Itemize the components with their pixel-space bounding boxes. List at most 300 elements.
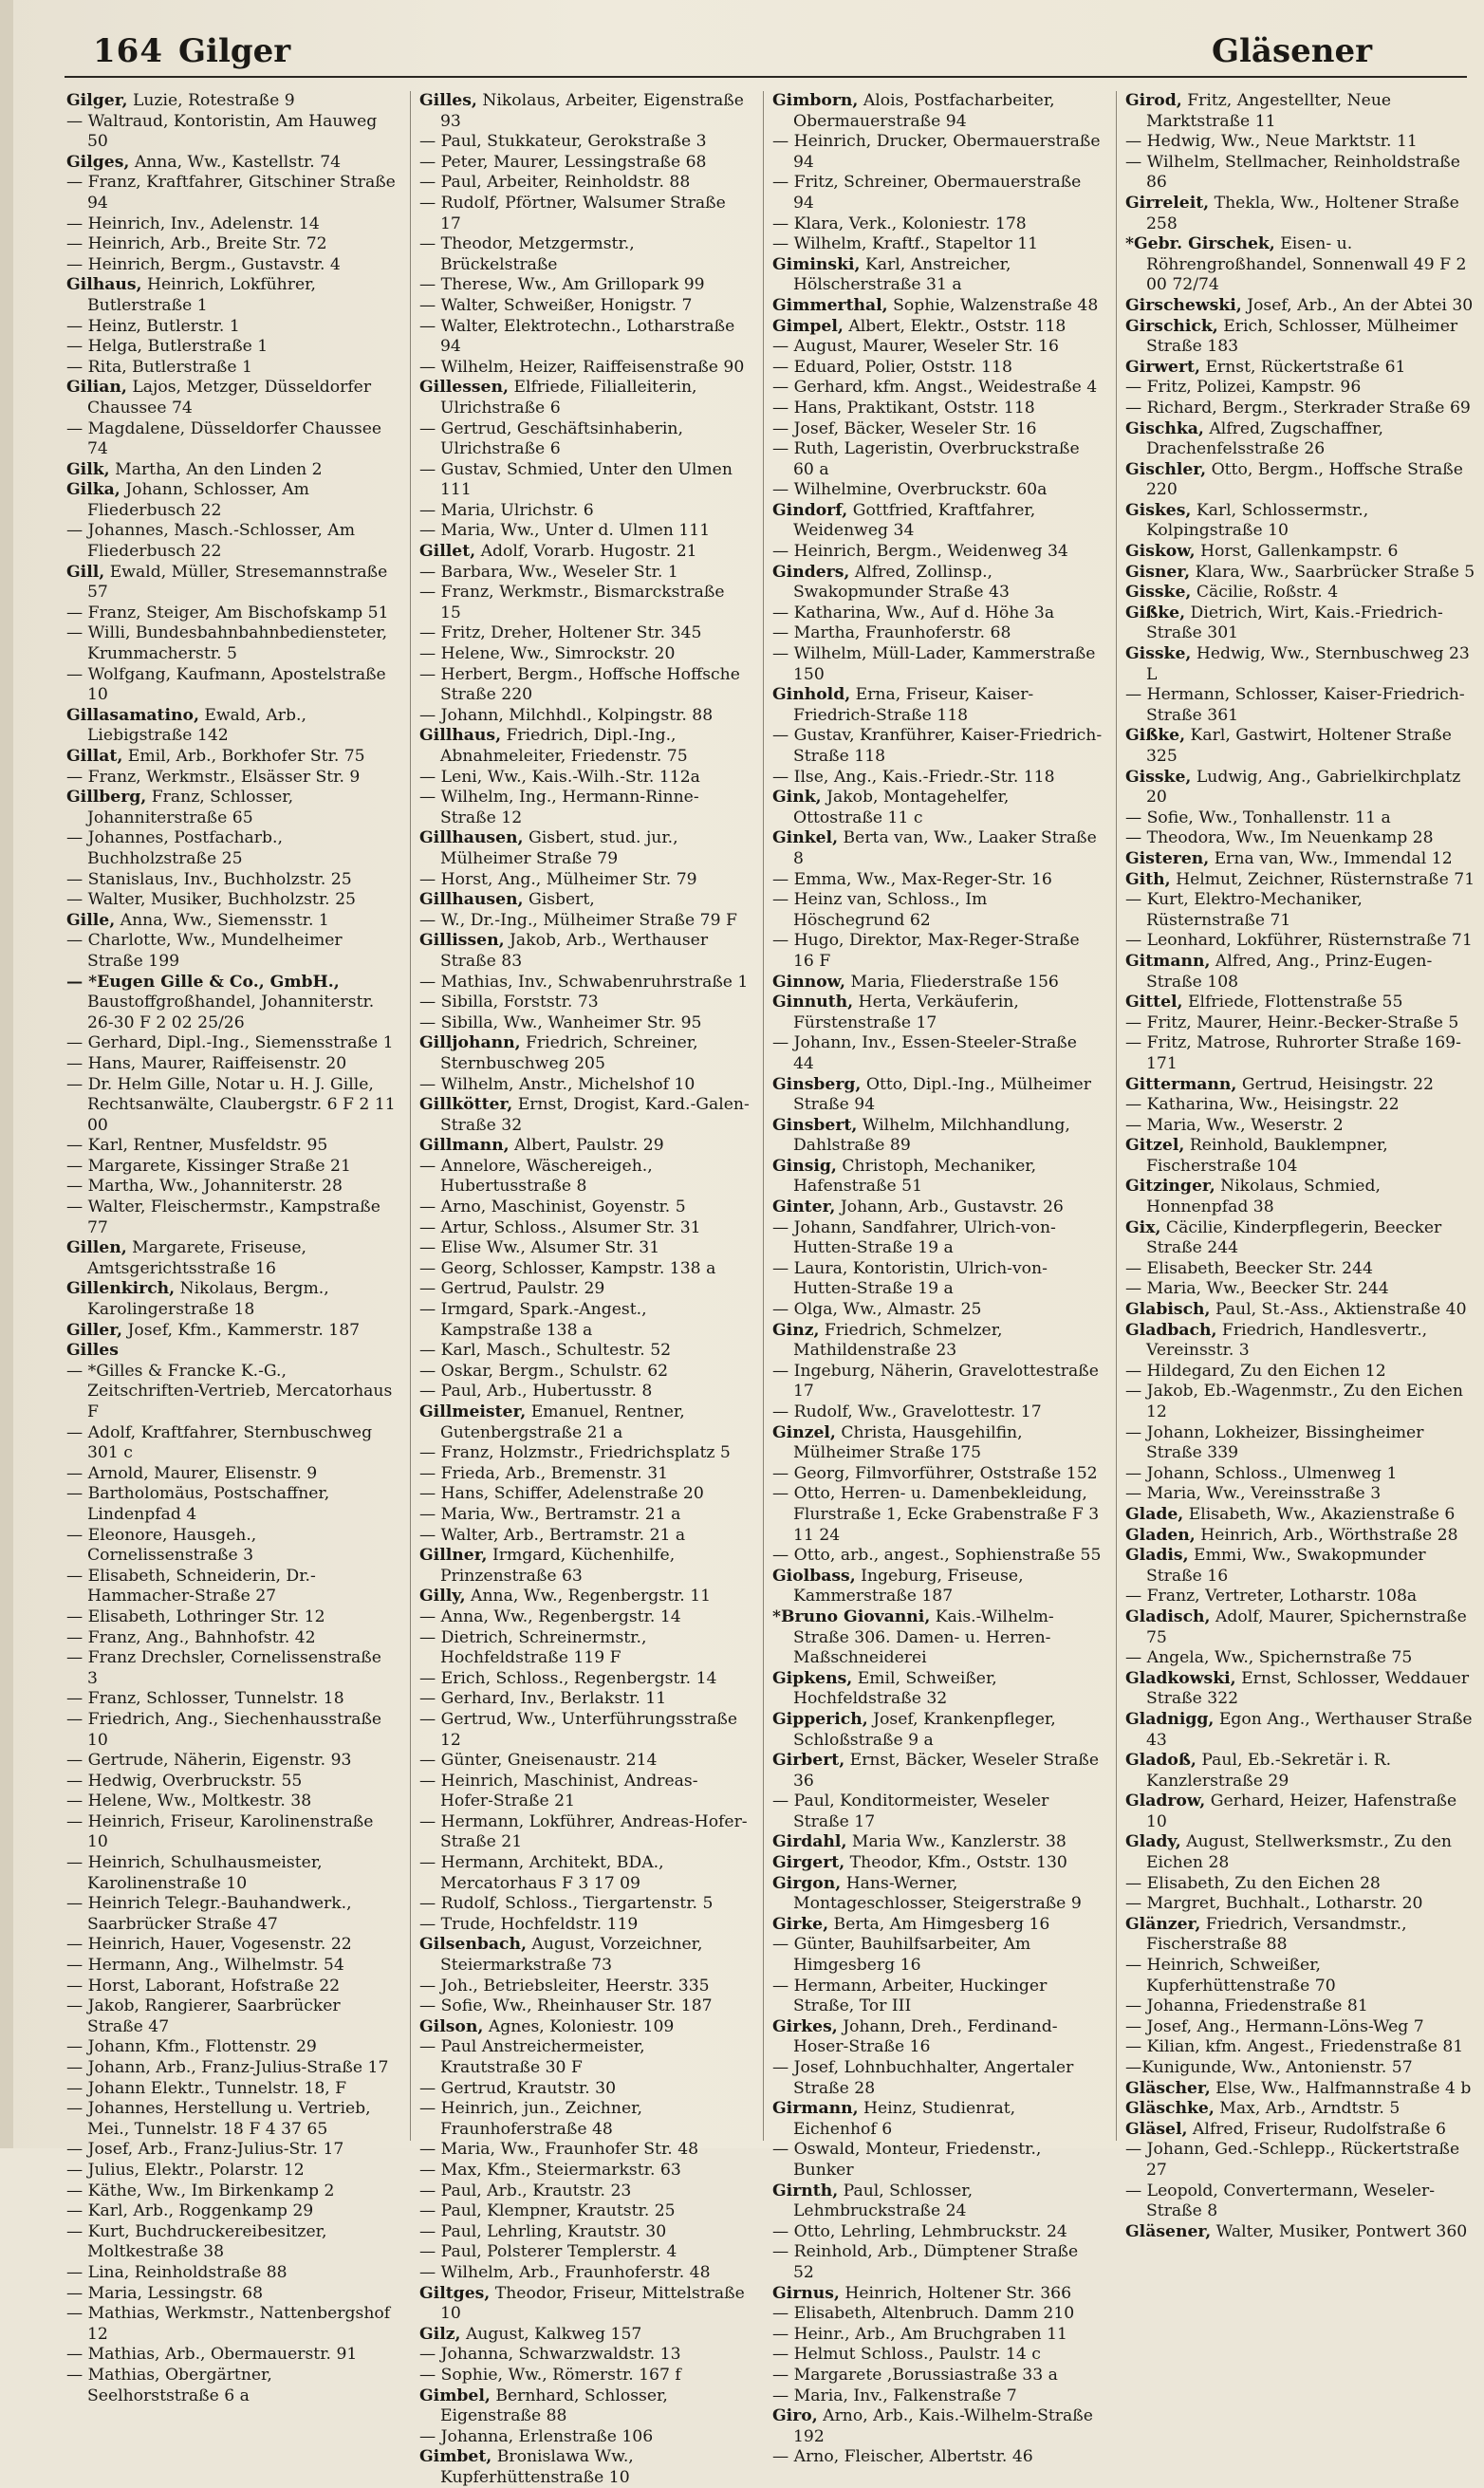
directory-entry	[772, 542, 1103, 563]
directory-entry	[772, 2140, 1103, 2181]
entry-details: Bronislawa Ww., Kupferhüttenstraße 10	[440, 2447, 634, 2487]
entry-details: — Erich, Schloss., Regenbergstr. 14	[419, 1668, 717, 1688]
entry-details: Adolf, Vorarb. Hugostr. 21	[475, 542, 697, 562]
entry-details: Jakob, Arb., Werthauser Straße 83	[440, 931, 709, 971]
entry-surname: Gittermann,	[1125, 1074, 1237, 1094]
directory-entry	[1125, 1587, 1476, 1607]
entry-details: Josef, Arb., An der Abtei 30	[1241, 295, 1474, 315]
directory-entry	[419, 419, 750, 460]
entry-details: — Maria, Ulrichstr. 6	[419, 500, 594, 520]
entry-surname: Gläsel,	[1125, 2119, 1188, 2139]
entry-details: — Johanna, Erlenstraße 106	[419, 2426, 654, 2446]
directory-entry	[66, 890, 397, 911]
directory-entry	[66, 358, 397, 379]
directory-entry	[66, 1464, 397, 1485]
entry-details: — Heinrich Telegr.-Bauhandwerk., Saarbrücker Straße 47	[66, 1894, 352, 1934]
directory-entry	[419, 563, 750, 584]
directory-entry	[1125, 2140, 1476, 2181]
entry-details: — Franz, Vertreter, Lotharstr. 108a	[1125, 1587, 1418, 1606]
directory-entry	[772, 870, 1103, 891]
entry-surname: Girke,	[772, 1914, 829, 1934]
entry-details: Ernst, Drogist, Kard.-Galen-Straße 32	[440, 1095, 750, 1135]
entry-details: — Hedwig, Overbruckstr. 55	[66, 1771, 303, 1791]
directory-entry	[772, 378, 1103, 399]
directory-entry	[419, 542, 750, 563]
directory-entry	[66, 2263, 397, 2284]
directory-entry	[419, 1198, 750, 1218]
directory-entry	[66, 706, 397, 747]
directory-entry	[772, 1832, 1103, 1853]
directory-entry	[1125, 1321, 1476, 1362]
entry-details: — Fritz, Dreher, Holtener Str. 345	[419, 623, 702, 643]
entry-details: — Elisabeth, Altenbruch. Damm 210	[772, 2304, 1075, 2324]
entry-surname: Gillner,	[419, 1546, 488, 1566]
entry-details: Adolf, Maurer, Spichernstraße 75	[1146, 1606, 1467, 1647]
entry-details: — Heinrich, Friseur, Karolinenstraße 10	[66, 1811, 374, 1852]
entry-details: — Eduard, Polier, Oststr. 118	[772, 357, 1012, 377]
entry-details: — Elisabeth, Schneiderin, Dr.-Hammacher-Straße 27	[66, 1566, 316, 1606]
entry-details: — Franz, Werkmstr., Bismarckstraße 15	[419, 583, 725, 622]
entry-details: Klara, Ww., Saarbrücker Straße 5	[1190, 562, 1475, 582]
directory-entry	[1125, 870, 1476, 891]
directory-entry	[772, 1033, 1103, 1074]
entry-details: Berta van, Ww., Laaker Straße 8	[793, 828, 1097, 868]
directory-entry	[419, 1669, 750, 1690]
entry-surname: Giskow,	[1125, 542, 1196, 562]
entry-details: — Hermann, Ang., Wilhelmstr. 54	[66, 1956, 344, 1976]
directory-entry	[419, 2447, 750, 2488]
directory-entry	[66, 1648, 397, 1689]
entry-details: — Paul, Arb., Hubertusstr. 8	[419, 1382, 653, 1402]
directory-entry	[772, 1321, 1103, 1362]
page-header	[65, 27, 1467, 74]
directory-entry	[419, 1894, 750, 1915]
directory-entry	[66, 623, 397, 664]
entry-surname: Ginzel,	[772, 1422, 836, 1442]
entry-details: Arno, Arb., Kais.-Wilhelm-Straße 192	[793, 2406, 1093, 2446]
directory-entry	[772, 2058, 1103, 2099]
directory-entry	[772, 768, 1103, 789]
entry-details: Alois, Postfacharbeiter, Obermauerstraße 94	[793, 91, 1055, 131]
entry-details: — Oswald, Monteur, Friedenstr., Bunker	[772, 2140, 1042, 2180]
directory-entry	[419, 2325, 750, 2346]
entry-surname: Gilian,	[66, 378, 127, 398]
directory-entry	[772, 2099, 1103, 2140]
entry-details: — Adolf, Kraftfahrer, Sternbuschweg 301 c	[66, 1422, 373, 1463]
entry-details: Friedrich, Dipl.-Ing., Abnahmeleiter, Friedenstr. 75	[440, 726, 688, 766]
directory-entry	[66, 768, 397, 789]
directory-entry	[66, 173, 397, 214]
directory-entry	[1125, 1362, 1476, 1383]
entry-details: Ewald, Arb., Liebigstraße 142	[87, 705, 306, 746]
entry-details: — Heinrich, Bergm., Weidenweg 34	[772, 542, 1068, 562]
directory-entry	[772, 317, 1103, 338]
entry-details: — Gertrud, Krautstr. 30	[419, 2078, 617, 2098]
entry-details: — Gertrud, Ww., Unterführungsstraße 12	[419, 1709, 737, 1750]
entry-details: — Arno, Fleischer, Albertstr. 46	[772, 2447, 1033, 2467]
directory-entry	[66, 112, 397, 153]
entry-details: — Eleonore, Hausgeh., Cornelissenstraße 3	[66, 1525, 257, 1566]
entry-details: — Hildegard, Zu den Eichen 12	[1125, 1361, 1386, 1381]
entry-details: Gertrud, Heisingstr. 22	[1236, 1074, 1434, 1094]
entry-details: — Maria, Ww., Vereinsstraße 3	[1125, 1484, 1382, 1504]
directory-entry	[1125, 1792, 1476, 1832]
entry-details: — Paul, Konditormeister, Weseler Straße 17	[772, 1792, 1049, 1831]
entry-details: — Franz, Schlosser, Tunnelstr. 18	[66, 1689, 344, 1709]
entry-details: — Paul, Polsterer Templerstr. 4	[419, 2242, 677, 2262]
entry-details: Elfriede, Flottenstraße 55	[1182, 993, 1403, 1012]
directory-entry	[66, 828, 397, 869]
directory-entry	[66, 563, 397, 603]
directory-entry	[1125, 563, 1476, 584]
directory-entry	[772, 2182, 1103, 2222]
column-2	[419, 91, 750, 2487]
entry-details: Paul, St.-Ass., Aktienstraße 40	[1210, 1300, 1467, 1320]
entry-details: — Jakob, Rangierer, Saarbrücker Straße 47	[66, 1996, 341, 2036]
entry-details: — Horst, Ang., Mülheimer Str. 79	[419, 869, 697, 889]
entry-details: — Wilhelm, Anstr., Michelshof 10	[419, 1074, 696, 1094]
entry-details: — Kilian, kfm. Angest., Friedenstraße 81	[1125, 2037, 1464, 2057]
entry-surname: Gladrow,	[1125, 1792, 1206, 1811]
entry-surname: Gillhaus,	[419, 726, 502, 746]
directory-entry	[772, 2345, 1103, 2366]
directory-entry	[419, 1136, 750, 1157]
entry-details: — Annelore, Wäschereigeh., Hubertusstraße 8	[419, 1156, 653, 1197]
entry-details: — Wilhelm, Stellmacher, Reinholdstraße 86	[1125, 152, 1460, 193]
directory-entry	[772, 91, 1103, 132]
entry-details: — Bartholomäus, Postschaffner, Lindenpfad 4	[66, 1484, 330, 1524]
entry-details: — Elisabeth, Lothringer Str. 12	[66, 1606, 325, 1626]
directory-entry	[1125, 890, 1476, 931]
directory-entry	[66, 1996, 397, 2037]
directory-entry	[1125, 1894, 1476, 1915]
entry-details: — Maria, Ww., Unter d. Ulmen 111	[419, 521, 711, 541]
entry-details: — Helene, Ww., Simrockstr. 20	[419, 644, 676, 664]
entry-details: — Franz Drechsler, Cornelissenstraße 3	[66, 1648, 381, 1688]
directory-entry	[1125, 419, 1476, 460]
entry-details: Berta, Am Himgesberg 16	[828, 1914, 1050, 1934]
column-1	[66, 91, 397, 2405]
directory-entry	[772, 2242, 1103, 2283]
entry-details: — Artur, Schloss., Alsumer Str. 31	[419, 1217, 701, 1237]
entry-details: — Johann, Sandfahrer, Ulrich-von-Hutten-Straße 19 a	[772, 1217, 1056, 1258]
entry-details: Karl, Gastwirt, Holtener Straße 325	[1146, 726, 1452, 766]
directory-entry	[419, 358, 750, 379]
entry-surname: *Gebr. Girschek,	[1125, 234, 1275, 254]
entry-details: Erich, Schlosser, Mülheimer Straße 183	[1146, 316, 1458, 357]
directory-entry	[66, 1526, 397, 1567]
entry-details: — Martha, Fraunhoferstr. 68	[772, 623, 1011, 643]
directory-entry	[66, 214, 397, 235]
directory-entry	[772, 296, 1103, 317]
directory-entry	[66, 1341, 397, 1362]
directory-entry	[419, 1279, 750, 1300]
directory-entry	[1125, 808, 1476, 829]
entry-details: — Wilhelmine, Overbruckstr. 60a	[772, 480, 1048, 500]
directory-entry	[66, 2058, 397, 2079]
directory-entry	[772, 419, 1103, 440]
directory-entry	[1125, 2182, 1476, 2222]
entry-details: — Ingeburg, Näherin, Gravelottestraße 17	[772, 1361, 1099, 1402]
directory-entry	[419, 1935, 750, 1976]
directory-entry	[419, 2037, 750, 2078]
entry-details: — Oskar, Bergm., Schulstr. 62	[419, 1361, 669, 1381]
entry-details: — Gertrud, Geschäftsinhaberin, Ulrichstraße 6	[419, 418, 683, 459]
entry-details: — Johann Elektr., Tunnelstr. 18, F	[66, 2078, 347, 2098]
entry-details: Maria Ww., Kanzlerstr. 38	[846, 1832, 1067, 1852]
entry-details: — Max, Kfm., Steiermarkstr. 63	[419, 2160, 681, 2180]
directory-entry	[1125, 1526, 1476, 1547]
entry-surname: Ginsberg,	[772, 1074, 862, 1094]
entry-details: Jakob, Montagehelfer, Ottostraße 11 c	[793, 788, 1010, 827]
entry-details: — Fritz, Polizei, Kampstr. 96	[1125, 378, 1362, 398]
entry-details: Alfred, Friseur, Rudolfstraße 6	[1187, 2119, 1446, 2139]
entry-details: — Gustav, Schmied, Unter den Ulmen 111	[419, 459, 733, 500]
entry-surname: Ginsbert,	[772, 1115, 858, 1135]
entry-details: — Gerhard, kfm. Angst., Weidestraße 4	[772, 378, 1098, 398]
entry-details: — Katharina, Ww., Heisingstr. 22	[1125, 1095, 1400, 1115]
entry-surname: Gipkens,	[772, 1668, 853, 1688]
directory-entry	[66, 275, 397, 316]
entry-details: Luzie, Rotestraße 9	[127, 91, 295, 110]
entry-details: — Maria, Ww., Beecker Str. 244	[1125, 1279, 1389, 1299]
entry-surname: Gilles	[66, 1341, 119, 1361]
entry-surname: Gimbet,	[419, 2447, 492, 2467]
entry-details: — Johannes, Masch.-Schlosser, Am Fliederbusch 22	[66, 521, 355, 562]
entry-details: — Heinrich, Bergm., Gustavstr. 4	[66, 254, 341, 274]
entry-details: — Hugo, Direktor, Max-Reger-Straße 16 F	[772, 931, 1080, 971]
directory-entry	[1125, 91, 1476, 132]
entry-details: — Martha, Ww., Johanniterstr. 28	[66, 1177, 343, 1197]
entry-surname: Gimpel,	[772, 316, 844, 336]
directory-entry	[772, 2017, 1103, 2058]
entry-surname: Ginhold,	[772, 685, 851, 705]
entry-details: Horst, Gallenkampstr. 6	[1195, 542, 1399, 562]
entry-surname: Girwert,	[1125, 357, 1200, 377]
entry-details: — Herbert, Bergm., Hoffsche Hoffsche Straße 220	[419, 664, 740, 705]
entry-details: Gisbert, stud. jur., Mülheimer Straße 79	[440, 828, 678, 868]
entry-surname: Gillkötter,	[419, 1095, 513, 1115]
entry-details: Ernst, Rückertstraße 61	[1199, 357, 1406, 377]
directory-entry	[772, 1915, 1103, 1936]
entry-surname: Glade,	[1125, 1504, 1184, 1524]
entry-details: — Johann, Ged.-Schlepp., Rückertstraße 27	[1125, 2140, 1460, 2180]
entry-details: Johann, Arb., Gustavstr. 26	[835, 1198, 1064, 1217]
entry-surname: Gillasamatino,	[66, 705, 199, 725]
directory-entry	[66, 2140, 397, 2161]
entry-details: — Mathias, Obergärtner, Seelhorststraße 6 a	[66, 2365, 272, 2405]
directory-entry	[419, 460, 750, 501]
directory-entry	[419, 501, 750, 522]
directory-entry	[419, 1402, 750, 1443]
directory-entry	[419, 1977, 750, 1997]
directory-entry	[419, 1526, 750, 1547]
entry-details: — Irmgard, Spark.-Angest., Kampstraße 138 a	[419, 1300, 647, 1340]
entry-details: — Therese, Ww., Am Grillopark 99	[419, 275, 705, 295]
directory-entry	[772, 644, 1103, 685]
entry-surname: Giltges,	[419, 2283, 491, 2303]
directory-entry	[419, 1443, 750, 1464]
entry-surname: Gladbach,	[1125, 1320, 1217, 1340]
entry-details: Erna, Friseur, Kaiser-Friedrich-Straße 118	[793, 685, 1034, 725]
directory-entry	[772, 1935, 1103, 1976]
entry-details: — Johannes, Herstellung u. Vertrieb, Mei., Tunnelstr. 18 F 4 37 65	[66, 2099, 371, 2139]
entry-details: — Franz, Holzmstr., Friedrichsplatz 5	[419, 1443, 731, 1463]
directory-entry	[66, 973, 397, 1034]
directory-entry	[1125, 2017, 1476, 2038]
directory-entry	[419, 2017, 750, 2038]
entry-details: Ingeburg, Friseuse, Kammerstraße 187	[793, 1566, 1024, 1606]
entry-surname: Gindorf,	[772, 500, 848, 520]
directory-entry	[772, 2386, 1103, 2407]
entry-details: Irmgard, Küchenhilfe, Prinzenstraße 63	[440, 1546, 676, 1586]
entry-details: Emil, Arb., Borkhofer Str. 75	[122, 747, 365, 766]
right-keyword: Gläsener	[1211, 32, 1372, 70]
directory-entry	[66, 1177, 397, 1198]
entry-details: Friedrich, Handlesvertr., Vereinsstr. 3	[1146, 1320, 1428, 1361]
entry-details: — Heinr., Arb., Am Bruchgraben 11	[772, 2324, 1067, 2344]
entry-details: Else, Ww., Halfmannstraße 4 b	[1210, 2078, 1472, 2098]
directory-entry	[1125, 1546, 1476, 1587]
directory-entry	[419, 2427, 750, 2448]
directory-entry	[419, 1095, 750, 1136]
directory-entry	[419, 1218, 750, 1239]
directory-entry	[772, 1669, 1103, 1710]
directory-entry	[772, 1362, 1103, 1402]
entry-surname: Gladis,	[1125, 1546, 1189, 1566]
directory-entry	[772, 788, 1103, 828]
entry-surname: Gilk,	[66, 459, 110, 479]
directory-entry	[419, 2079, 750, 2100]
entry-details: — Heinrich, jun., Zeichner, Fraunhoferstraße 48	[419, 2099, 642, 2139]
directory-entry	[419, 234, 750, 275]
entry-details: Reinhold, Bauklempner, Fischerstraße 104	[1146, 1136, 1388, 1176]
directory-entry	[419, 2140, 750, 2161]
entry-details: — Reinhold, Arb., Dümptener Straße 52	[772, 2242, 1079, 2282]
entry-details: Dietrich, Wirt, Kais.-Friedrich-Straße 301	[1146, 603, 1443, 643]
entry-surname: Gißke,	[1125, 603, 1186, 622]
entry-details: — Hans, Maurer, Raiffeisenstr. 20	[66, 1053, 347, 1073]
directory-entry	[419, 2182, 750, 2202]
entry-details: — Gustav, Kranführer, Kaiser-Friedrich-Straße 118	[772, 726, 1103, 766]
directory-entry	[1125, 460, 1476, 501]
entry-surname: Gillet,	[419, 542, 476, 562]
entry-surname: Gill,	[66, 562, 105, 582]
directory-entry	[1125, 317, 1476, 358]
entry-details: — Walter, Arb., Bertramstr. 21 a	[419, 1525, 686, 1545]
directory-entry	[1125, 358, 1476, 379]
entry-details: — Walter, Musiker, Buchholzstr. 25	[66, 890, 356, 910]
entry-details: — Heinrich, Inv., Adelenstr. 14	[66, 214, 320, 233]
entry-surname: Ginnuth,	[772, 993, 854, 1012]
entry-surname: Gißke,	[1125, 726, 1186, 746]
entry-surname: Ginter,	[772, 1198, 836, 1217]
entry-details: — Sibilla, Forststr. 73	[419, 993, 599, 1012]
directory-entry	[66, 1935, 397, 1956]
entry-surname: Girschick,	[1125, 316, 1218, 336]
directory-entry	[772, 603, 1103, 624]
directory-entry	[772, 1198, 1103, 1218]
directory-entry	[66, 1279, 397, 1320]
column-divider	[1116, 91, 1117, 2141]
entry-details: — Angela, Ww., Spichernstraße 75	[1125, 1648, 1413, 1668]
entry-details: Anna, Ww., Kastellstr. 74	[129, 152, 342, 172]
entry-details: — Karl, Arb., Roggenkamp 29	[66, 2201, 314, 2221]
directory-entry	[1125, 644, 1476, 685]
directory-entry	[1125, 1177, 1476, 1217]
header-rule	[65, 76, 1467, 78]
directory-entry	[66, 911, 397, 932]
directory-entry	[419, 378, 750, 418]
directory-entry	[1125, 2058, 1476, 2079]
entry-details: — Hermann, Architekt, BDA., Mercatorhaus F 3 17 09	[419, 1853, 664, 1893]
directory-entry	[419, 153, 750, 174]
entry-details: — Magdalene, Düsseldorfer Chaussee 74	[66, 418, 382, 459]
directory-entry	[772, 399, 1103, 419]
directory-entry	[772, 890, 1103, 931]
directory-entry	[66, 1198, 397, 1238]
directory-entry	[66, 255, 397, 276]
directory-entry	[66, 521, 397, 562]
directory-entry	[419, 1607, 750, 1628]
entry-details: — Joh., Betriebsleiter, Heerstr. 335	[419, 1976, 710, 1996]
directory-entry	[419, 2345, 750, 2366]
directory-entry	[1125, 1874, 1476, 1895]
entry-details: — Dr. Helm Gille, Notar u. H. J. Gille, Rechtsanwälte, Claubergstr. 6 F 2 11 00	[66, 1074, 396, 1135]
entry-surname: Gitmann,	[1125, 951, 1211, 971]
directory-entry	[772, 2366, 1103, 2386]
directory-entry	[66, 2345, 397, 2366]
directory-entry	[419, 1362, 750, 1383]
entry-details: Lajos, Metzger, Düsseldorfer Chaussee 74	[87, 378, 372, 418]
directory-entry	[66, 1238, 397, 1279]
directory-entry	[1125, 1095, 1476, 1116]
entry-details: — Josef, Bäcker, Weseler Str. 16	[772, 418, 1037, 438]
entry-details: — Lina, Reinholdstraße 88	[66, 2262, 288, 2282]
entry-details: — Rudolf, Pförtner, Walsumer Straße 17	[419, 193, 726, 233]
entry-details: — Elise Ww., Alsumer Str. 31	[419, 1238, 660, 1258]
directory-entry	[66, 2284, 397, 2305]
directory-entry	[1125, 1956, 1476, 1996]
entry-surname: Gillessen,	[419, 378, 509, 398]
entry-details: Gerhard, Heizer, Hafenstraße 10	[1146, 1792, 1457, 1831]
directory-entry	[66, 788, 397, 828]
directory-entry	[419, 1464, 750, 1485]
directory-entry	[66, 153, 397, 174]
entry-details: — Waltraud, Kontoristin, Am Hauweg 50	[66, 111, 378, 152]
entry-details: Ludwig, Ang., Gabrielkirchplatz 20	[1146, 767, 1461, 808]
directory-entry	[1125, 1300, 1476, 1321]
entry-details: — Arno, Maschinist, Goyenstr. 5	[419, 1198, 686, 1217]
directory-entry	[1125, 1423, 1476, 1464]
entry-details: — Johanna, Schwarzwaldstr. 13	[419, 2345, 681, 2365]
entry-details: — Leonhard, Lokführer, Rüsternstraße 71	[1125, 931, 1473, 951]
entry-details: — Laura, Kontoristin, Ulrich-von-Hutten-Straße 19 a	[772, 1258, 1048, 1299]
entry-surname: Gisske,	[1125, 644, 1192, 664]
entry-surname: Gipperich,	[772, 1709, 868, 1729]
directory-entry	[66, 1157, 397, 1178]
entry-surname: Gillmeister,	[419, 1402, 527, 1421]
entry-details: — Josef, Ang., Hermann-Löns-Weg 7	[1125, 2016, 1424, 2036]
directory-entry	[419, 1812, 750, 1853]
entry-details: Alfred, Zugschaffner, Drachenfelsstraße 26	[1146, 418, 1383, 459]
directory-entry	[66, 460, 397, 481]
directory-entry	[1125, 685, 1476, 726]
entry-details: — Leopold, Convertermann, Weseler-Straße 8	[1125, 2181, 1436, 2221]
directory-entry	[419, 1587, 750, 1607]
entry-details: Theodor, Friseur, Mittelstraße 10	[440, 2283, 745, 2324]
entry-details: — Elisabeth, Zu den Eichen 28	[1125, 1873, 1381, 1893]
